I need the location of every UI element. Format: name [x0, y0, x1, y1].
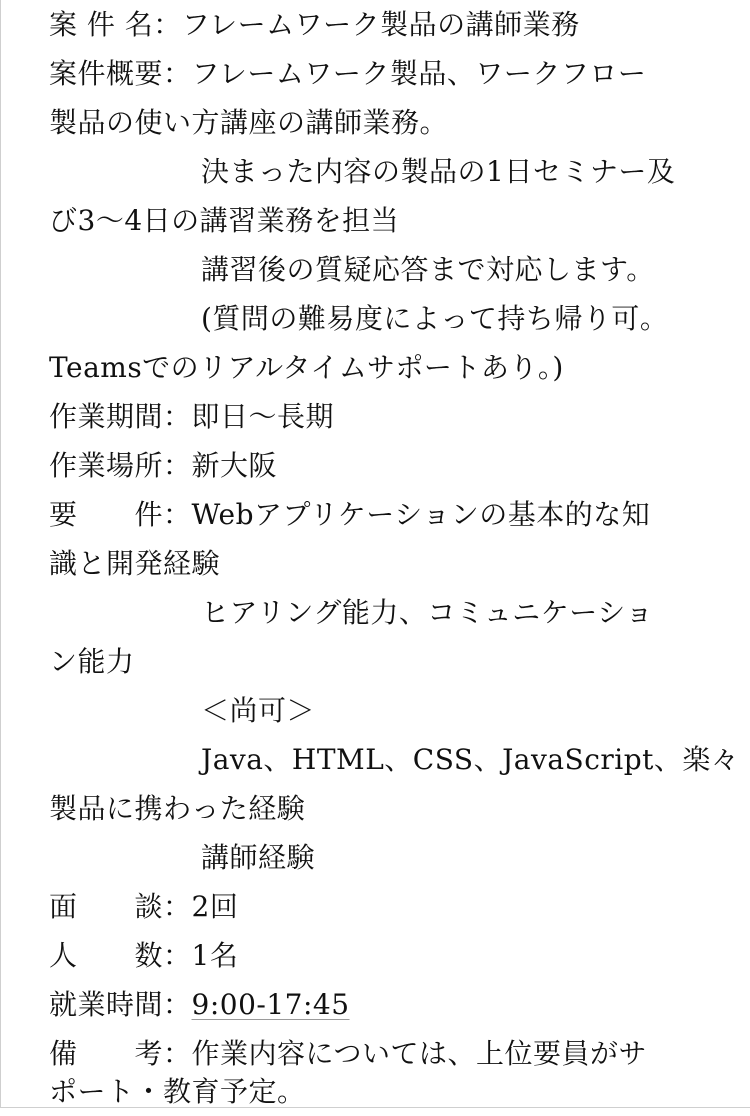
- preferred-heading-line: [49, 686, 739, 735]
- working-hours-value: 9:00-17:45: [191, 988, 350, 1021]
- work-location-line: 作業場所：新大阪: [49, 449, 278, 482]
- requirements-line: 要 件：Webアプリケーションの基本的な知: [49, 498, 651, 531]
- teaching-experience-line: [49, 833, 739, 882]
- project-name-line: 案 件 名：フレームワーク製品の講師業務: [49, 8, 580, 41]
- project-summary-continuation-line: 製品の使い方講座の講師業務。: [49, 106, 449, 139]
- remarks-line: 備 考：作業内容については、上位要員がサ: [49, 1037, 647, 1070]
- preferred-heading-text: ＜尚可＞: [201, 694, 316, 727]
- project-summary-detail-continuation-line: び3～4日の講習業務を担当: [49, 204, 400, 237]
- headcount-line: 人 数：1名: [49, 939, 239, 972]
- requirements-continuation-line: 識と開発経験: [49, 547, 221, 580]
- question-difficulty-line: [49, 294, 739, 343]
- preferred-skills-line: [49, 735, 739, 784]
- qa-support-line: [49, 245, 739, 294]
- working-hours-line: [49, 980, 739, 1029]
- preferred-skills-continuation-line: 製品に携わった経験: [49, 792, 306, 825]
- teams-support-line: Teamsでのリアルタイムサポートあり。): [49, 351, 564, 384]
- preferred-skills-text: Java、HTML、CSS、JavaScript、楽々: [201, 743, 740, 776]
- communication-skill-continuation-line: ン能力: [49, 645, 135, 678]
- communication-skill-line: [49, 588, 739, 637]
- interview-count-line: 面 談：2回: [49, 890, 239, 923]
- working-hours-label: 就業時間：: [49, 988, 192, 1021]
- project-summary-line: 案件概要：フレームワーク製品、ワークフロー: [49, 57, 647, 90]
- remarks-continuation-line: ポート・教育予定。: [49, 1075, 306, 1108]
- question-difficulty-text: (質問の難易度によって持ち帰り可。: [201, 302, 669, 335]
- teaching-experience-text: 講師経験: [201, 841, 316, 874]
- communication-skill-text: ヒアリング能力、コミュニケーショ: [201, 596, 654, 629]
- work-period-line: 作業期間：即日～長期: [49, 400, 335, 433]
- seminar-detail-text: 決まった内容の製品の1日セミナー及: [201, 155, 676, 188]
- qa-support-text: 講習後の質疑応答まで対応します。: [201, 253, 655, 286]
- project-summary-detail-line: [49, 147, 739, 196]
